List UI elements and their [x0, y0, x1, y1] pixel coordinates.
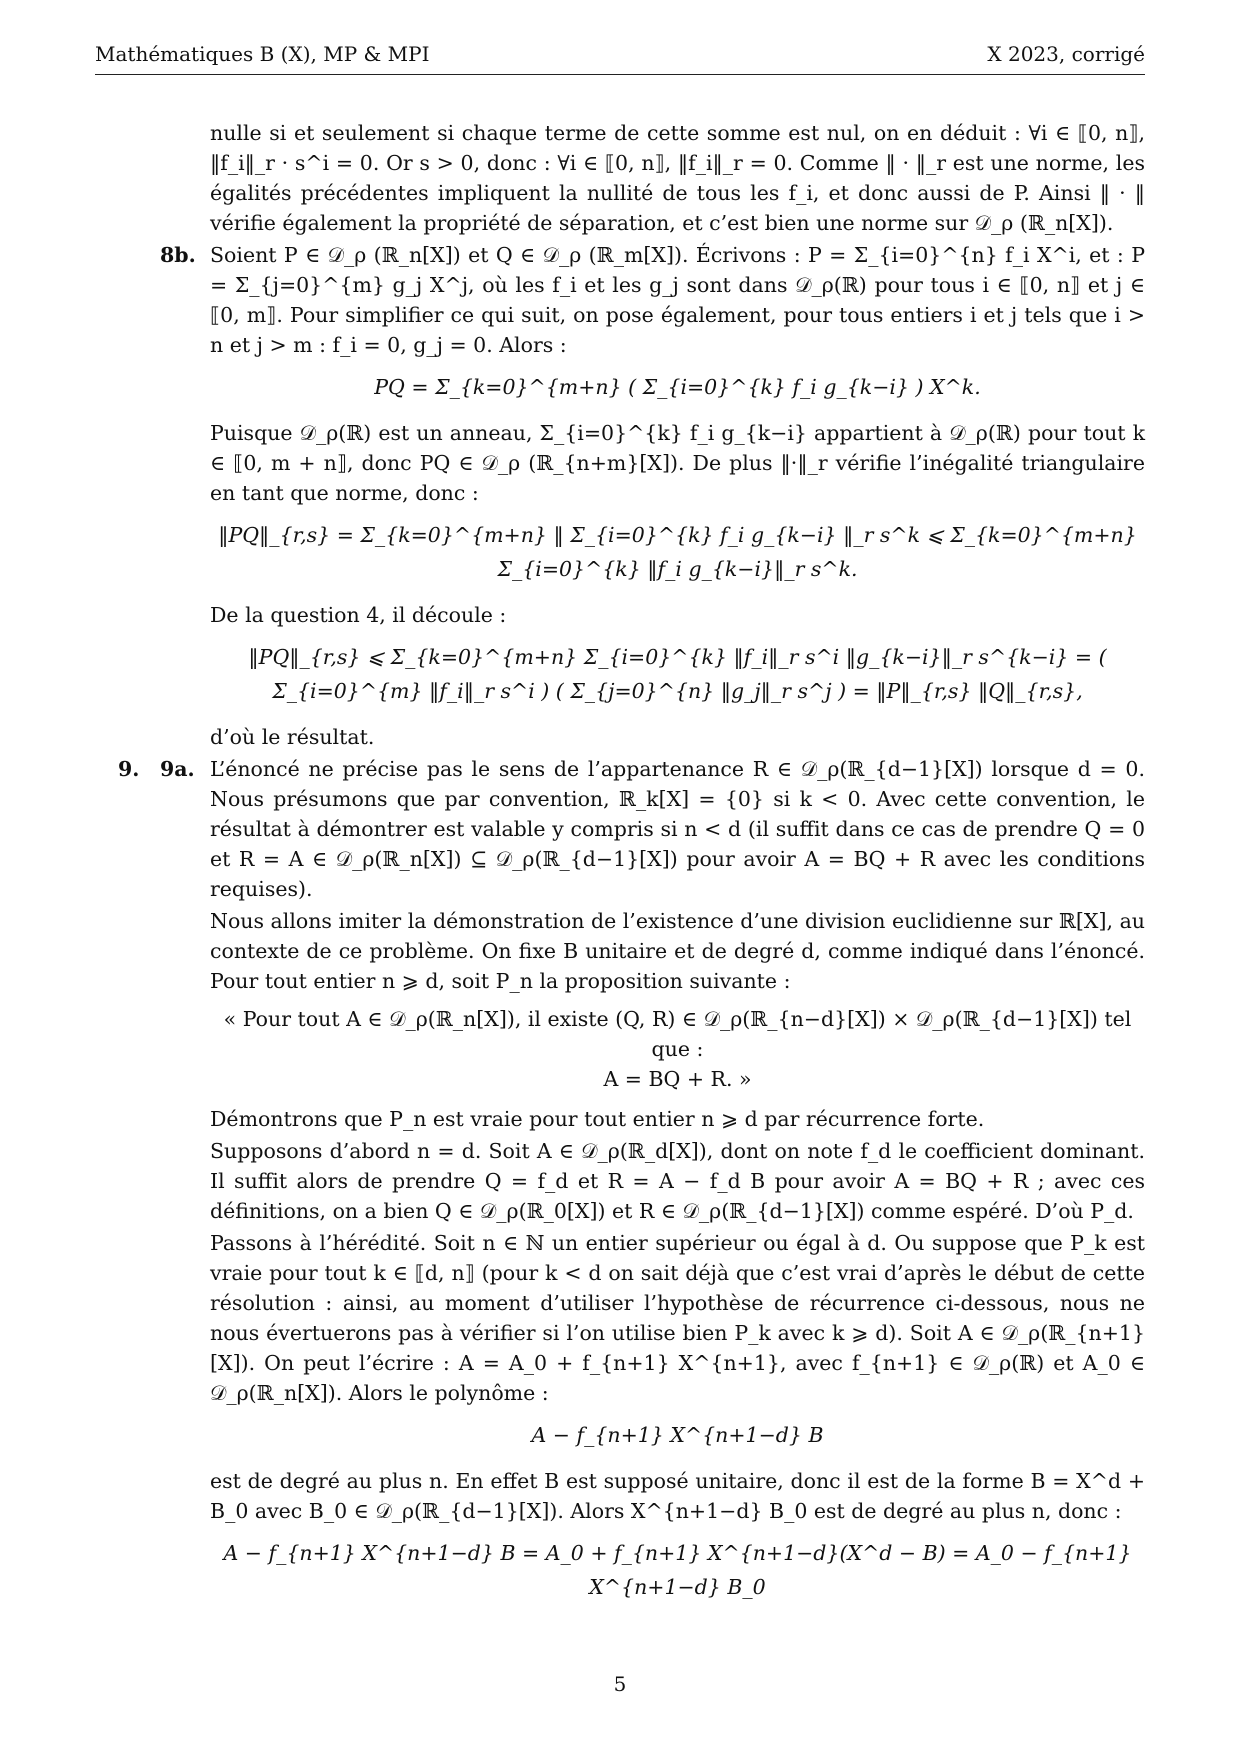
paragraph: Puisque 𝒟_ρ(ℝ) est un anneau, Σ_{i=0}^{k} f_i g_{k−i} appartient à 𝒟_ρ(ℝ) pour tout k ∈ ⟦0, m + n⟧, donc PQ ∈ 𝒟_ρ (ℝ_{n+m}[X]). De plus ‖·‖_r vérifie l’inégalité triangulaire en tant que norme, donc :: [210, 421, 1145, 505]
question-label: 8b.: [160, 243, 196, 267]
paragraph: est de degré au plus n. En effet B est supposé unitaire, donc il est de la forme B = X^d + B_0 avec B_0 ∈ 𝒟_ρ(ℝ_{d−1}[X]). Alors X^{n+1−d} B_0 est de degré au plus n, donc :: [210, 1469, 1145, 1523]
equation-norm-inequality: ‖PQ‖_{r,s} = Σ_{k=0}^{m+n} ‖ Σ_{i=0}^{k} f_i g_{k−i} ‖_r s^k ⩽ Σ_{k=0}^{m+n} Σ_{i=0}^{k} ‖f_i g_{k−i}‖_r s^k.: [218, 523, 1137, 581]
paragraph: Démontrons que P_n est vraie pour tout entier n ⩾ d par récurrence forte.: [210, 1107, 985, 1131]
question-9a: [118, 754, 1145, 904]
paragraph: Nous allons imiter la démonstration de l’existence d’une division euclidienne sur ℝ[X], au contexte de ce problème. On fixe B unitaire et de degré d, comme indiqué dans l’énoncé. Pour tout entier n ⩾ d, soit P_n la proposition suivante :: [210, 909, 1145, 993]
paragraph: Soient P ∈ 𝒟_ρ (ℝ_n[X]) et Q ∈ 𝒟_ρ (ℝ_m[X]). Écrivons : P = Σ_{i=0}^{n} f_i X^i, et : P = Σ_{j=0}^{m} g_j X^j, où les f_i et les g_j sont dans 𝒟_ρ(ℝ) pour tous i ∈ ⟦0, n⟧ et j ∈ ⟦0, m⟧. Pour simplifier ce qui suit, on pose également, pour tous entiers i et j tels que i > n et j > m : f_i = 0, g_j = 0. Alors :: [210, 243, 1145, 357]
question-8b: [160, 240, 1145, 360]
equation-polynomial: A − f_{n+1} X^{n+1−d} B: [531, 1423, 824, 1447]
header-left: Mathématiques B (X), MP & MPI: [95, 42, 430, 66]
page-body: [118, 118, 1145, 1618]
quote-line: « Pour tout A ∈ 𝒟_ρ(ℝ_n[X]), il existe (Q, R) ∈ 𝒟_ρ(ℝ_{n−d}[X]) × 𝒟_ρ(ℝ_{d−1}[X]) tel que :: [223, 1007, 1132, 1061]
paragraph: d’où le résultat.: [210, 725, 375, 749]
page-number: 5: [613, 1672, 627, 1696]
equation-product: PQ = Σ_{k=0}^{m+n} ( Σ_{i=0}^{k} f_i g_{k−i} ) X^k.: [374, 375, 981, 399]
question-label: 9a.: [160, 757, 195, 781]
question-number: 9.: [118, 757, 140, 781]
equation-norm-result: ‖PQ‖_{r,s} ⩽ Σ_{k=0}^{m+n} Σ_{i=0}^{k} ‖f_i‖_r s^i ‖g_{k−i}‖_r s^{k−i} = ( Σ_{i=0}^{m} ‖f_i‖_r s^i ) ( Σ_{j=0}^{n} ‖g_j‖_r s^j ) = ‖P‖_{r,s} ‖Q‖_{r,s},: [248, 645, 1107, 703]
quote-line: A = BQ + R. »: [603, 1067, 752, 1091]
paragraph: nulle si et seulement si chaque terme de cette somme est nul, on en déduit : ∀i ∈ ⟦0, n⟧, ‖f_i‖_r · s^i = 0. Or s > 0, donc : ∀i ∈ ⟦0, n⟧, ‖f_i‖_r = 0. Comme ‖ · ‖_r est une norme, les égalités précédentes impliquent la nullité de tous les f_i, et donc aussi de P. Ainsi ‖ · ‖ vérifie également la propriété de séparation, et c’est bien une norme sur 𝒟_ρ (ℝ_n[X]).: [210, 121, 1145, 235]
proposition-quote: [210, 1004, 1145, 1094]
header-right: X 2023, corrigé: [987, 42, 1145, 66]
running-header: [95, 40, 1145, 75]
paragraph: Passons à l’hérédité. Soit n ∈ ℕ un entier supérieur ou égal à d. Ou suppose que P_k est vraie pour tout k ∈ ⟦d, n⟧ (pour k < d on sait déjà que c’est vrai d’après le début de cette résolution : ainsi, au moment d’utiliser l’hypothèse de récurrence ci-dessous, nous ne nous évertuerons pas à vérifier si l’on utilise bien P_k avec k ⩾ d). Soit A ∈ 𝒟_ρ(ℝ_{n+1}[X]). On peut l’écrire : A = A_0 + f_{n+1} X^{n+1}, avec f_{n+1} ∈ 𝒟_ρ(ℝ) et A_0 ∈ 𝒟_ρ(ℝ_n[X]). Alors le polynôme :: [210, 1231, 1145, 1405]
paragraph: L’énoncé ne précise pas le sens de l’appartenance R ∈ 𝒟_ρ(ℝ_{d−1}[X]) lorsque d = 0. Nous présumons que par convention, ℝ_k[X] = {0} si k < 0. Avec cette convention, le résultat à démontrer est valable y compris si n < d (il suffit dans ce cas de prendre Q = 0 et R = A ∈ 𝒟_ρ(ℝ_n[X]) ⊆ 𝒟_ρ(ℝ_{d−1}[X]) pour avoir A = BQ + R avec les conditions requises).: [210, 757, 1145, 901]
equation-degree: A − f_{n+1} X^{n+1−d} B = A_0 + f_{n+1} X^{n+1−d}(X^d − B) = A_0 − f_{n+1} X^{n+1−d} B_0: [223, 1541, 1132, 1599]
paragraph: De la question 4, il découle :: [210, 603, 507, 627]
paragraph: Supposons d’abord n = d. Soit A ∈ 𝒟_ρ(ℝ_d[X]), dont on note f_d le coefficient dominant. Il suffit alors de prendre Q = f_d et R = A − f_d B pour avoir A = BQ + R ; avec ces définitions, on a bien Q ∈ 𝒟_ρ(ℝ_0[X]) et R ∈ 𝒟_ρ(ℝ_{d−1}[X]) comme espéré. D’où P_d.: [210, 1139, 1145, 1223]
